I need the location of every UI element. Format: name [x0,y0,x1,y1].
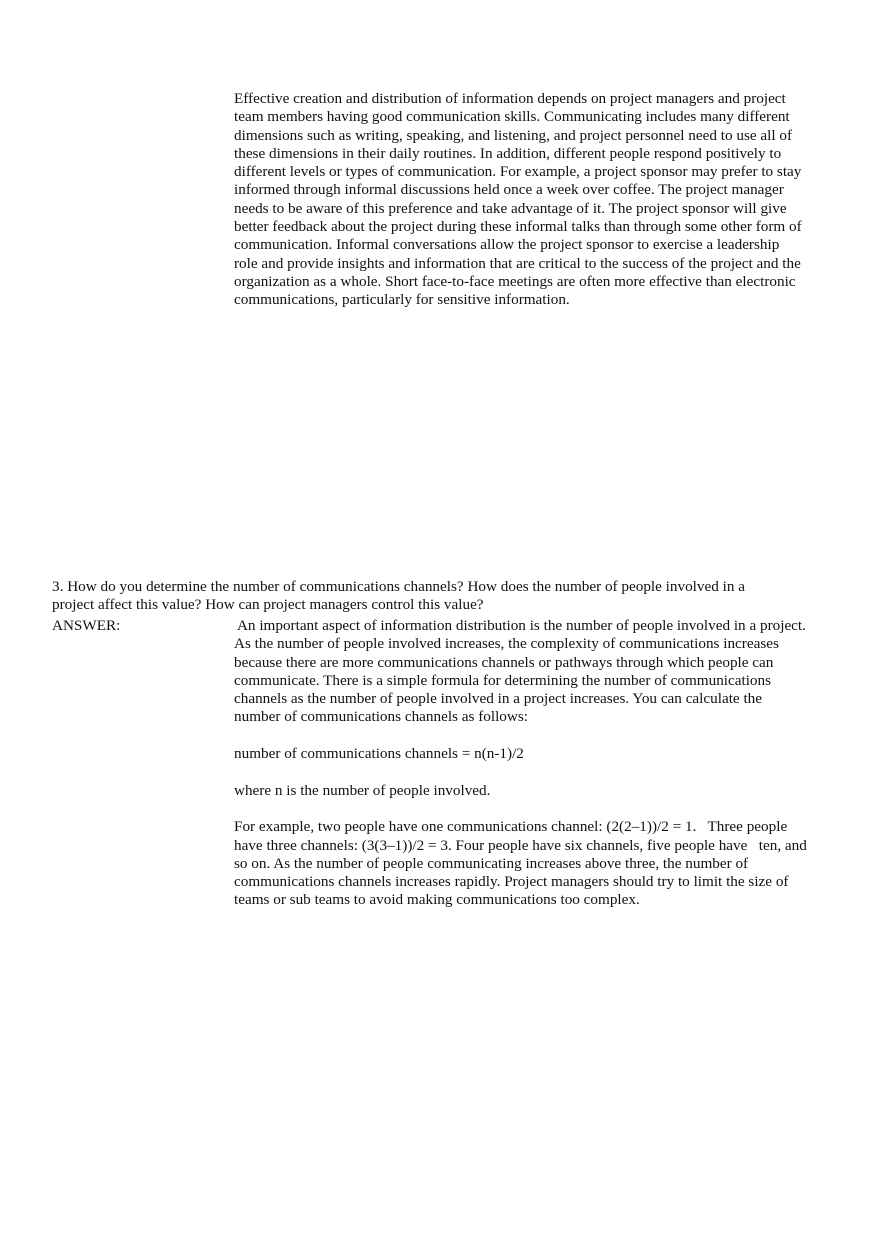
answer-body [234,617,807,910]
top-paragraph-line: different levels or types of communication. For example, a project sponsor may prefer to stay [234,163,802,181]
answer-example-line: have three channels: (3(3–1))/2 = 3. Four people have six channels, five people have ten, and [234,836,807,854]
top-paragraph-line: team members having good communication skills. Communicating includes many different [234,108,790,126]
top-paragraph-line: Effective creation and distribution of information depends on project managers and project [234,90,786,107]
answer-example-line: For example, two people have one communications channel: (2(2–1))/2 = 1. Three people [234,818,788,836]
answer-label: ANSWER: [52,617,121,634]
answer-intro-line: As the number of people involved increases, the complexity of communications increases [234,635,779,653]
top-paragraph-line: needs to be aware of this preference and take advantage of it. The project sponsor will give [234,199,787,217]
top-paragraph-line: organization as a whole. Short face-to-face meetings are often more effective than electronic [234,272,796,290]
top-paragraph-line: better feedback about the project during these informal talks than through some other form of [234,218,802,236]
top-paragraph-line: role and provide insights and information that are critical to the success of the project and the [234,254,801,272]
answer-example-line: communications channels increases rapidly. Project managers should try to limit the size of [234,873,789,891]
answer-example-line: teams or sub teams to avoid making communications too complex. [234,891,640,909]
answer-intro-line: communicate. There is a simple formula for determining the number of communications [234,671,772,689]
answer-intro-line: number of communications channels as follows: [234,708,528,726]
question-line: 3. How do you determine the number of communications channels? How does the number of people involved in a [52,578,745,595]
answer-intro-line: because there are more communications channels or pathways through which people can [234,653,774,671]
top-paragraph-line: communications, particularly for sensitive information. [234,291,570,309]
top-paragraph-line: dimensions such as writing, speaking, and listening, and project personnel need to use all of [234,126,793,144]
answer-example-line: so on. As the number of people communicating increases above three, the number of [234,854,749,872]
top-paragraph-line: informed through informal discussions held once a week over coffee. The project manager [234,181,784,199]
answer-intro-line: channels as the number of people involved in a project increases. You can calculate the [234,690,763,708]
question-line: project affect this value? How can project managers control this value? [52,596,484,614]
paragraph-gap [234,763,807,781]
paragraph-gap [234,727,807,745]
question-3 [52,578,745,615]
formula: number of communications channels = n(n-1)/2 [234,745,524,763]
top-paragraph-line: these dimensions in their daily routines. In addition, different people respond positively to [234,144,782,162]
paragraph-gap [234,800,807,818]
answer-intro-line: An important aspect of information distribution is the number of people involved in a project. [234,617,806,634]
top-paragraph [234,90,802,310]
top-paragraph-line: communication. Informal conversations allow the project sponsor to exercise a leadership [234,236,780,254]
formula-variable-note: where n is the number of people involved. [234,781,491,799]
